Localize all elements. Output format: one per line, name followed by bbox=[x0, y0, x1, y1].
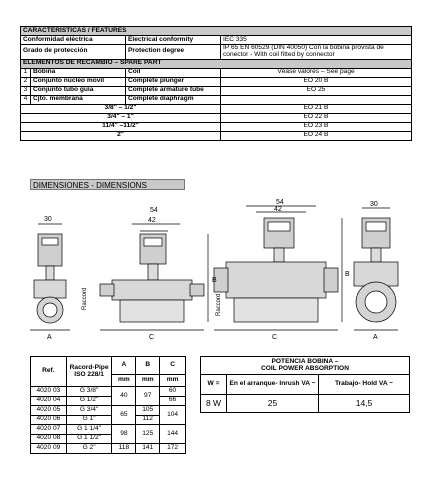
dim-label: 54 bbox=[276, 199, 284, 206]
spec-value: IP 65 EN 60529 (DIN 40050) Con la bobina provista de conector - With coil fitted by connector bbox=[221, 45, 412, 60]
power-title-line2: COIL POWER ABSORPTION bbox=[261, 364, 349, 372]
unit-label: mm bbox=[160, 375, 186, 387]
spare-label-es: Conjunto núcleo móvil bbox=[31, 77, 126, 86]
unit-label: mm bbox=[136, 375, 160, 387]
power-title bbox=[201, 357, 410, 375]
pipe-cell: G 1" bbox=[66, 415, 112, 425]
spare-value: EO 25 bbox=[221, 86, 412, 95]
pipe-cell: G 3/4" bbox=[66, 406, 112, 416]
spare-label-en: Complete plunger bbox=[126, 77, 221, 86]
power-title-line1: POTENCIA BOBINA – bbox=[271, 357, 339, 365]
ref-cell: 4020 09 bbox=[31, 444, 67, 454]
diaphragm-code: EO 22 B bbox=[221, 113, 412, 122]
a-cell: 118 bbox=[112, 444, 136, 454]
pipe-cell: G 3/8" bbox=[66, 387, 112, 397]
spare-label-en: Complete armature tube bbox=[126, 86, 221, 95]
spare-value: Véase valores – See page bbox=[221, 68, 412, 77]
c-cell: 104 bbox=[160, 406, 186, 425]
ref-cell: 4020 08 bbox=[31, 434, 67, 444]
inrush-value: 25 bbox=[227, 395, 319, 413]
dim-label: 54 bbox=[150, 207, 158, 214]
dimensions-title: DIMENSIONES - DIMENSIONS bbox=[30, 179, 185, 190]
ref-cell: 4020 04 bbox=[31, 396, 67, 406]
b-cell: 112 bbox=[136, 415, 160, 425]
pipe-cell: G 1 1/4" bbox=[66, 425, 112, 435]
b-cell: 105 bbox=[136, 406, 160, 416]
spec-label-en: Protection degree bbox=[126, 45, 221, 60]
specs-table bbox=[20, 26, 412, 141]
diaphragm-size: 2" bbox=[21, 131, 221, 140]
spec-label-es: Grado de protección bbox=[21, 45, 126, 60]
ref-cell: 4020 05 bbox=[31, 406, 67, 416]
a-cell: 65 bbox=[112, 406, 136, 425]
dim-label: 42 bbox=[274, 206, 282, 213]
a-header: A bbox=[112, 357, 136, 375]
spare-label-en: Coil bbox=[126, 68, 221, 77]
dim-label: A bbox=[373, 334, 378, 341]
ref-cell: 4020 07 bbox=[31, 425, 67, 435]
dim-label: A bbox=[47, 334, 52, 341]
c-header: C bbox=[160, 357, 186, 375]
diaphragm-size: 11/4" –11/2" bbox=[21, 122, 221, 131]
spare-number: 4 bbox=[21, 95, 31, 104]
pipe-header: Racord-Pipe ISO 228/1 bbox=[66, 357, 112, 387]
dim-label: 30 bbox=[44, 216, 52, 223]
spare-parts-header: ELEMENTOS DE RECAMBIO – SPARE PART bbox=[21, 59, 412, 68]
dim-label: C bbox=[272, 334, 278, 341]
spare-number: 1 bbox=[21, 68, 31, 77]
diaphragm-size: 3/8" – 1/2" bbox=[21, 104, 221, 113]
c-cell: 60 bbox=[160, 387, 186, 397]
a-cell: 98 bbox=[112, 425, 136, 444]
c-cell: 144 bbox=[160, 425, 186, 444]
spec-value: IEC 335 bbox=[221, 36, 412, 45]
spare-label-es: Bobina bbox=[31, 68, 126, 77]
ref-cell: 4020 03 bbox=[31, 387, 67, 397]
pipe-cell: G 2" bbox=[66, 444, 112, 454]
diaphragm-code: EO 24 B bbox=[221, 131, 412, 140]
dim-label: 30 bbox=[370, 201, 378, 208]
valve-body-shape bbox=[34, 280, 66, 298]
c-cell: 172 bbox=[160, 444, 186, 454]
characteristics-header: CARACTERÍSTICAS / FEATURES bbox=[21, 27, 412, 36]
spare-value: EO 20 B bbox=[221, 77, 412, 86]
spec-label-en: Electrical conformity bbox=[126, 36, 221, 45]
c-cell: 66 bbox=[160, 396, 186, 406]
spare-label-es: Conjunto tubo guía bbox=[31, 86, 126, 95]
ref-cell: 4020 06 bbox=[31, 415, 67, 425]
dim-label: B bbox=[212, 277, 217, 284]
diaphragm-code: EO 23 B bbox=[221, 122, 412, 131]
spare-label-en: Complete diaphragm bbox=[126, 95, 221, 104]
spare-number: 2 bbox=[21, 77, 31, 86]
dim-label: Raccord bbox=[82, 287, 88, 310]
b-cell: 97 bbox=[136, 387, 160, 406]
b-cell: 125 bbox=[136, 425, 160, 444]
coil-power-table bbox=[200, 356, 410, 413]
reference-table bbox=[30, 356, 186, 454]
spare-label-es: Cjto. membrana bbox=[31, 95, 126, 104]
diaphragm-size: 3/4" – 1" bbox=[21, 113, 221, 122]
dim-label: C bbox=[149, 334, 155, 341]
pipe-cell: G 1/2" bbox=[66, 396, 112, 406]
ref-header: Ref. bbox=[31, 357, 67, 387]
valve-dimension-drawing bbox=[20, 198, 412, 343]
spare-value bbox=[221, 95, 412, 104]
hold-header: Trabajo- Hold VA ~ bbox=[319, 375, 410, 395]
diaphragm-code: EO 21 B bbox=[221, 104, 412, 113]
pipe-cell: G 1 1/2" bbox=[66, 434, 112, 444]
inrush-header: En el arranque- Inrush VA ~ bbox=[227, 375, 319, 395]
watt-header: W = bbox=[201, 375, 227, 395]
dim-label: 42 bbox=[148, 217, 156, 224]
spec-label-es: Conformidad eléctrica bbox=[21, 36, 126, 45]
watt-value: 8 W bbox=[201, 395, 227, 413]
dim-label: Raccord bbox=[216, 293, 222, 316]
b-header: B bbox=[136, 357, 160, 375]
hold-value: 14,5 bbox=[319, 395, 410, 413]
dim-label: B bbox=[345, 271, 350, 278]
spare-number: 3 bbox=[21, 86, 31, 95]
unit-label: mm bbox=[112, 375, 136, 387]
a-cell: 40 bbox=[112, 387, 136, 406]
b-cell: 141 bbox=[136, 444, 160, 454]
